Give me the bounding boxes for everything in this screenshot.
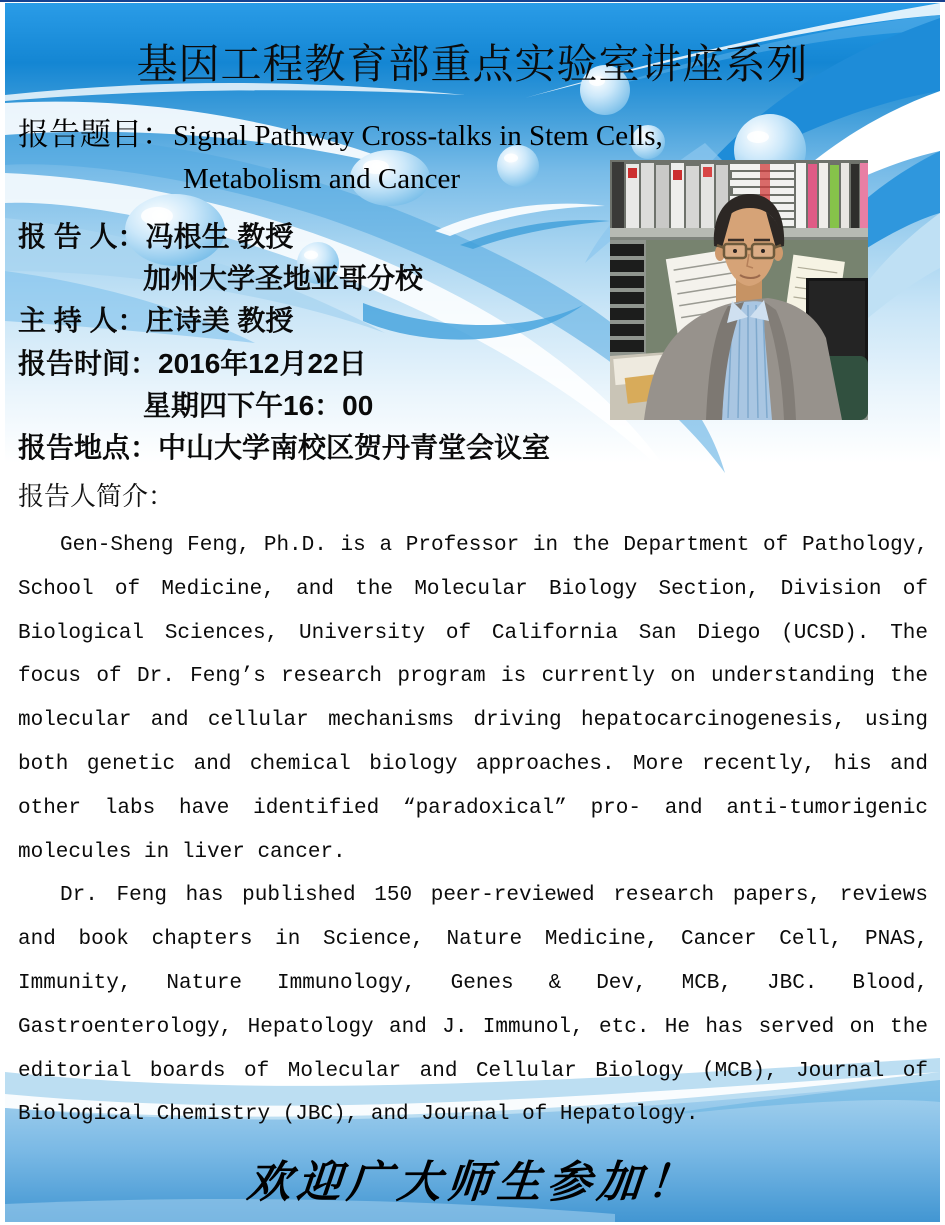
time-label: 报告时间： [18,348,159,379]
topic-line-1 [18,109,663,154]
speaker-bio [18,524,928,1137]
venue-value: 中山大学南校区贺丹青堂会议室 [158,432,551,463]
topic-title-line2: Metabolism and Cancer [183,163,461,195]
speaker-name: 冯根生 教授 [145,221,294,252]
host-line [18,306,293,336]
speaker-affiliation: 加州大学圣地亚哥分校 [143,263,424,294]
time-line [18,349,367,379]
venue-line [18,433,550,463]
topic-label: 报告题目： [18,117,173,152]
bio-paragraph-1: Gen-Sheng Feng, Ph.D. is a Professor in the Department of Pathology, School of Medicine, and the Molecular Biology Section, Division of Biological Sciences, University of California San Diego (UCSD). The focus of Dr. Feng’s research program is currently on understanding the molecular and cellular mechanisms driving hepatocarcinogenesis, using both genetic and chemical biology approaches. More recently, his and other labs have identified “paradoxical” pro- and anti-tumorigenic molecules in liver cancer. [18,534,928,864]
speaker-line [18,222,293,252]
speaker-label: 报 告 人： [18,221,146,252]
bio-paragraph-2: Dr. Feng has published 150 peer-reviewed research papers, reviews and book chapters in Science, Nature Medicine, Cancer Cell, PNAS, Immunity, Nature Immunology, Genes & Dev, MCB, JBC. Blood, Gastroenterology, Hepatology and J. Immunol, etc. He has served on the editorial boards of Molecular and Cellular Biology (MCB), Journal of Biological Chemistry (JBC), and Journal of Hepatology. [18,884,928,1127]
speaker-photo [610,160,868,420]
topic-title-line1: Signal Pathway Cross-talks in Stem Cells, [173,120,663,152]
series-title: 基因工程教育部重点实验室讲座系列 [136,41,809,87]
top-border-line [0,0,945,2]
time-detail: 星期四下午16：00 [143,390,374,421]
bio-heading: 报告人简介： [18,482,175,511]
time-date: 2016年12月22日 [158,348,367,379]
footer-welcome: 欢迎广大师生参加！ [244,1158,700,1207]
host-name: 庄诗美 教授 [145,305,294,336]
venue-label: 报告地点： [18,432,159,463]
host-label: 主 持 人： [18,305,146,336]
